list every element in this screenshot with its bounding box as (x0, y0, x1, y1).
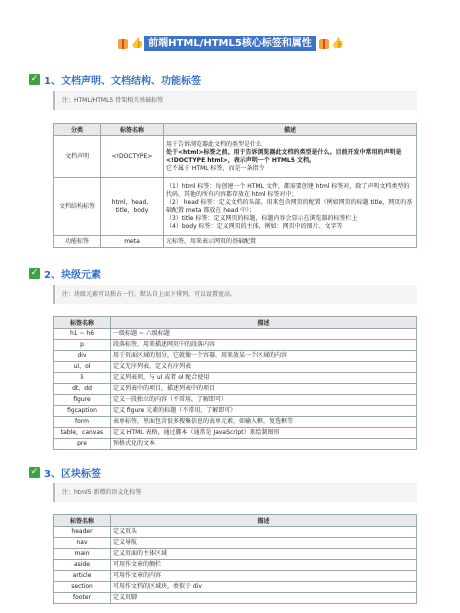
table-row (54, 136, 417, 178)
table-cell: ul，ol (54, 362, 111, 373)
table-cell (164, 136, 417, 178)
table-row (54, 329, 417, 340)
column-header: 标签名称 (54, 515, 111, 527)
table-row (54, 373, 417, 384)
table-cell: 可用作文章的内容 (111, 571, 417, 582)
table-cell (164, 178, 417, 236)
section-3-heading (29, 465, 101, 480)
table-cell: aside (54, 560, 111, 571)
section-1-table (53, 123, 417, 248)
checkmark-icon: ✓ (30, 268, 39, 278)
checkmark-icon: ✓ (30, 74, 39, 84)
gift-icon (118, 39, 128, 49)
table-header-row (54, 515, 417, 527)
desc-line: 处于<html>标签之前。用于告诉浏览器此文档的类型是什么。目前开发中常用的声明是<!DOCTYPE html>，表示声明一个 HTML5 文档。 (166, 148, 402, 164)
section-1-heading (29, 72, 201, 87)
desc-line: （3）title 标签：定义网页的标题，标题内容会显示在浏览器的标签栏上 (166, 214, 358, 222)
table-cell: 可用作文档的区域块，类似于 div (111, 582, 417, 593)
table-cell: section (54, 582, 111, 593)
column-header: 分类 (54, 124, 101, 136)
section-1-note: 注：HTML/HTML5 骨架相关基础标签 (53, 91, 417, 110)
section-2-heading (29, 266, 101, 281)
table-row (54, 351, 417, 362)
desc-line: （1）html 标签：每创建一个 HTML 文件，都需要创建 html 标签对，除了声明文档类型的代码，其他的所有内容都存放在 html 标签对中； (166, 182, 410, 198)
section-2-table (53, 316, 417, 450)
gift-icon (319, 39, 329, 49)
section-3-note: 注：html5 新增的语义化标签 (53, 483, 417, 502)
table-cell: form (54, 417, 111, 428)
table-cell: header (54, 527, 111, 538)
column-header: 描述 (111, 515, 417, 527)
table-cell: 可用作文章的侧栏 (111, 560, 417, 571)
table-cell: 文档声明 (54, 136, 101, 178)
table-cell: <!DOCTYPE> (101, 136, 164, 178)
table-cell: 定义一段独立的内容（不常用，了解即可） (111, 395, 417, 406)
table-row (54, 560, 417, 571)
table-cell: pre (54, 439, 111, 450)
table-cell: 功能标签 (54, 236, 101, 248)
table-cell: 定义页脚 (111, 593, 417, 604)
desc-line: （4）body 标签：定义网页的主体，例如：网页中的图片、文字等 (166, 222, 343, 230)
table-cell: 一级标题 ~ 六级标题 (111, 329, 417, 340)
table-row (54, 428, 417, 439)
section-3-table (53, 514, 417, 604)
page-title: 前端HTML/HTML5核心标签和属性 (144, 36, 316, 51)
table-cell: 定义页头 (111, 527, 417, 538)
table-row (54, 439, 417, 450)
table-cell: 用于页面区域的划分，它就像一个容器，用来放某一个区域的内容 (111, 351, 417, 362)
table-cell: 定义无序列表，定义有序列表 (111, 362, 417, 373)
table-cell: 元标签，用来表示网页的基础配置 (164, 236, 417, 248)
thumbs-up-icon: 👍 (331, 37, 345, 49)
thumbs-up-icon: 👍 (131, 37, 144, 49)
table-cell: 定义 figure 元素的标题（不常用，了解即可） (111, 406, 417, 417)
table-row (54, 395, 417, 406)
table-row (54, 362, 417, 373)
table-cell: footer (54, 593, 111, 604)
table-row (54, 340, 417, 351)
table-cell: div (54, 351, 111, 362)
table-row (54, 538, 417, 549)
title-row (0, 36, 460, 51)
table-cell: p (54, 340, 111, 351)
column-header: 标签名称 (101, 124, 164, 136)
table-row (54, 178, 417, 236)
table-row (54, 384, 417, 395)
table-cell: 定义列表项，与 ul 或者 ol 配合使用 (111, 373, 417, 384)
table-cell: 定义导航 (111, 538, 417, 549)
table-cell: h1 ~ h6 (54, 329, 111, 340)
table-cell: main (54, 549, 111, 560)
section-1-title: 1、文档声明、文档结构、功能标签 (44, 76, 201, 87)
column-header: 描述 (111, 317, 417, 329)
table-cell: 定义列表中的项目，描述列表中的项目 (111, 384, 417, 395)
table-cell: 段落标签，用来描述网页中的段落内容 (111, 340, 417, 351)
table-row (54, 236, 417, 248)
table-row (54, 571, 417, 582)
table-cell: 表单标签，里面包含很多搜集信息的表单元素，如输入框，复选框等 (111, 417, 417, 428)
table-row (54, 593, 417, 604)
column-header: 标签名称 (54, 317, 111, 329)
table-cell: 预格式化的文本 (111, 439, 417, 450)
desc-line: 它不属于 HTML 标签，而是一条指令 (166, 164, 265, 172)
table-cell: meta (101, 236, 164, 248)
table-cell: nav (54, 538, 111, 549)
table-cell: html，head，title，body (101, 178, 164, 236)
table-cell: 定义 HTML 表格，通过脚本（通常是 JavaScript）来绘制图形 (111, 428, 417, 439)
table-cell: figcaption (54, 406, 111, 417)
column-header: 描述 (164, 124, 417, 136)
table-cell: table，canvas (54, 428, 111, 439)
table-cell: article (54, 571, 111, 582)
desc-line: 用于告诉浏览器此文档的类型是什么 (166, 140, 263, 148)
checkmark-icon: ✓ (30, 467, 39, 477)
table-header-row (54, 317, 417, 329)
table-cell: 定义页面的主体区域 (111, 549, 417, 560)
desc-line: （2） head 标签：定义文档的头部，用来包含网页的配置（例如网页的标题 title，网页的基础配置 meta 都放在 head 中）； (166, 198, 413, 214)
table-row (54, 549, 417, 560)
table-row (54, 417, 417, 428)
table-cell: 文档结构标签 (54, 178, 101, 236)
table-row (54, 527, 417, 538)
section-3-title: 3、区块标签 (44, 469, 101, 480)
section-2-note: 注：块级元素可以独占一行，默认自上而下排列，可以设置宽高。 (53, 285, 417, 304)
table-row (54, 406, 417, 417)
table-header-row (54, 124, 417, 136)
table-cell: li (54, 373, 111, 384)
table-row (54, 582, 417, 593)
table-cell: figure (54, 395, 111, 406)
section-2-title: 2、块级元素 (44, 270, 101, 281)
table-cell: dt，dd (54, 384, 111, 395)
